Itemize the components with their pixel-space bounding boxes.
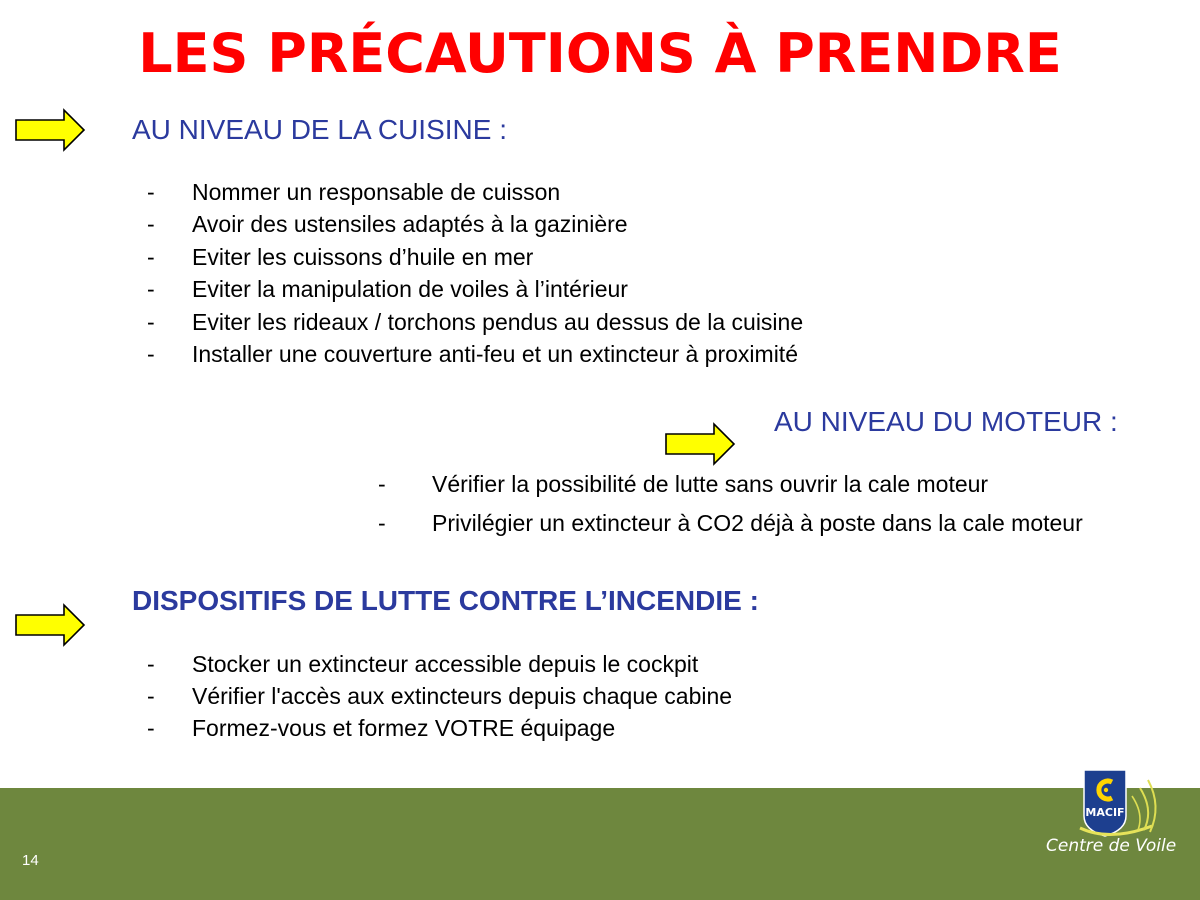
list-item-text: Eviter les rideaux / torchons pendus au dessus de la cuisine: [192, 308, 804, 335]
fire-devices-list: [147, 648, 732, 744]
footer-band: [0, 788, 1200, 900]
right-arrow-icon: [664, 422, 736, 466]
list-item-text: Vérifier l'accès aux extincteurs depuis chaque cabine: [192, 683, 733, 709]
list-item: [147, 712, 732, 744]
bullet-dash: -: [147, 651, 155, 677]
bullet-dash: -: [147, 243, 155, 270]
fire-devices-heading: DISPOSITIFS DE LUTTE CONTRE L’INCENDIE :: [132, 585, 759, 616]
list-item: [147, 176, 803, 208]
list-item: [147, 306, 803, 338]
engine-list: [378, 465, 1083, 543]
list-item-text: Vérifier la possibilité de lutte sans ouvrir la cale moteur: [432, 471, 989, 497]
bullet-dash: -: [378, 510, 386, 536]
right-arrow-icon: [14, 108, 86, 152]
list-item-text: Nommer un responsable de cuisson: [192, 179, 561, 205]
list-item-text: Eviter les cuissons d’huile en mer: [192, 243, 534, 270]
list-item: [378, 504, 1083, 543]
list-item-text: Formez-vous et formez VOTRE équipage: [192, 715, 616, 741]
logo-caption: Centre de Voile: [1046, 836, 1177, 856]
bullet-dash: -: [147, 179, 155, 205]
list-item: [147, 273, 803, 305]
list-item-text: Installer une couverture anti-feu et un extincteur à proximité: [192, 340, 798, 367]
slide-title: LES PRÉCAUTIONS À PRENDRE: [138, 22, 1062, 85]
kitchen-list: [147, 176, 803, 370]
list-item-text: Privilégier un extincteur à CO2 déjà à poste dans la cale moteur: [432, 510, 1083, 536]
bullet-dash: -: [378, 471, 386, 497]
page-number: 14: [22, 852, 39, 869]
bullet-dash: -: [147, 308, 155, 335]
list-item: [378, 465, 1083, 504]
kitchen-heading: AU NIVEAU DE LA CUISINE :: [132, 114, 507, 145]
engine-heading: AU NIVEAU DU MOTEUR :: [774, 406, 1118, 437]
right-arrow-icon: [14, 603, 86, 647]
bullet-dash: -: [147, 340, 155, 367]
bullet-dash: -: [147, 211, 155, 238]
list-item: [147, 338, 803, 370]
bullet-dash: -: [147, 715, 155, 741]
bullet-dash: -: [147, 276, 155, 303]
logo-brand: MACIF: [1085, 806, 1125, 819]
list-item-text: Eviter la manipulation de voiles à l’intérieur: [192, 276, 628, 303]
list-item-text: Avoir des ustensiles adaptés à la gazinière: [192, 211, 628, 238]
bullet-dash: -: [147, 683, 155, 709]
list-item-text: Stocker un extincteur accessible depuis le cockpit: [192, 651, 699, 677]
list-item: [147, 680, 732, 712]
list-item: [147, 648, 732, 680]
list-item: [147, 208, 803, 240]
list-item: [147, 241, 803, 273]
